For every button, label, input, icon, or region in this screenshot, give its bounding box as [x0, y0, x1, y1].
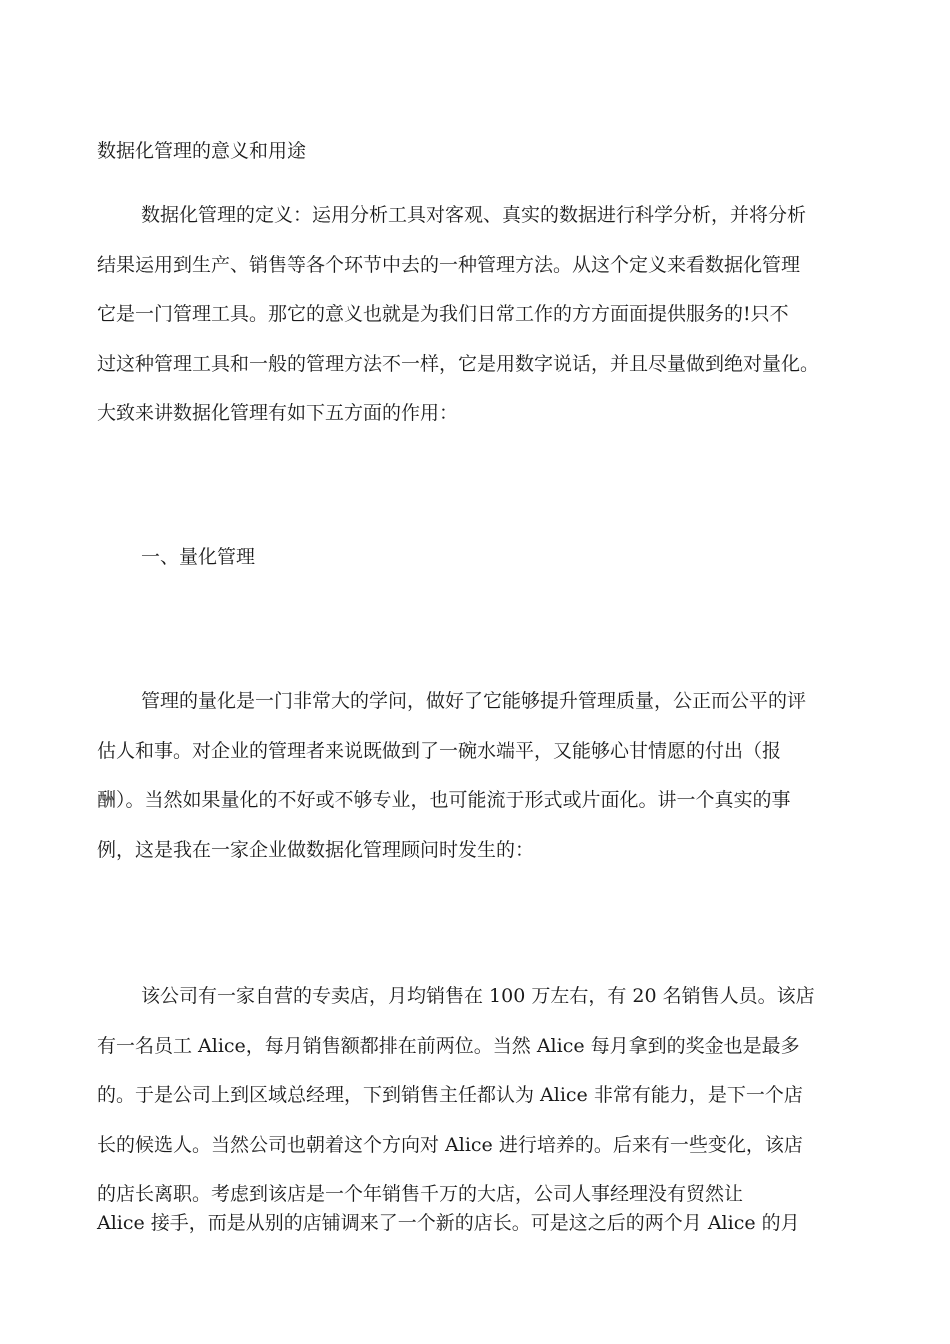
- para3-line-6: Alice 接手，而是从别的店铺调来了一个新的店长。可是这之后的两个月 Alice 的月: [97, 1212, 800, 1234]
- intro-line-2: 结果运用到生产、销售等各个环节中去的一种管理方法。从这个定义来看数据化管理: [97, 254, 801, 276]
- para3-line-3: 的。于是公司上到区域总经理，下到销售主任都认为 Alice 非常有能力，是下一个店: [97, 1084, 803, 1106]
- intro-line-1: 数据化管理的定义：运用分析工具对客观、真实的数据进行科学分析，并将分析: [141, 204, 807, 226]
- para2-line-3: 酬）。当然如果量化的不好或不够专业，也可能流于形式或片面化。讲一个真实的事: [97, 789, 791, 811]
- para3-line-1: 该公司有一家自营的专卖店，月均销售在 100 万左右，有 20 名销售人员。该店: [141, 985, 815, 1007]
- para2-line-2: 估人和事。对企业的管理者来说既做到了一碗水端平，又能够心甘情愿的付出（报: [97, 740, 782, 762]
- document-title: 数据化管理的意义和用途: [97, 140, 307, 162]
- para2-line-1: 管理的量化是一门非常大的学问，做好了它能够提升管理质量，公正而公平的评: [141, 690, 807, 712]
- para3-line-4: 长的候选人。当然公司也朝着这个方向对 Alice 进行培养的。后来有一些变化，该店: [97, 1134, 803, 1156]
- intro-line-3: 它是一门管理工具。那它的意义也就是为我们日常工作的方方面面提供服务的!只不: [97, 303, 789, 325]
- intro-line-4: 过这种管理工具和一般的管理方法不一样，它是用数字说话，并且尽量做到绝对量化。: [97, 353, 820, 375]
- section-heading-quantified-management: 一、量化管理: [141, 546, 256, 568]
- para3-line-2: 有一名员工 Alice，每月销售额都排在前两位。当然 Alice 每月拿到的奖金也是最多: [97, 1035, 800, 1057]
- para2-line-4: 例，这是我在一家企业做数据化管理顾问时发生的：: [97, 839, 535, 861]
- intro-line-5: 大致来讲数据化管理有如下五方面的作用：: [97, 402, 459, 424]
- para3-line-5: 的店长离职。考虑到该店是一个年销售千万的大店，公司人事经理没有贸然让: [97, 1183, 744, 1205]
